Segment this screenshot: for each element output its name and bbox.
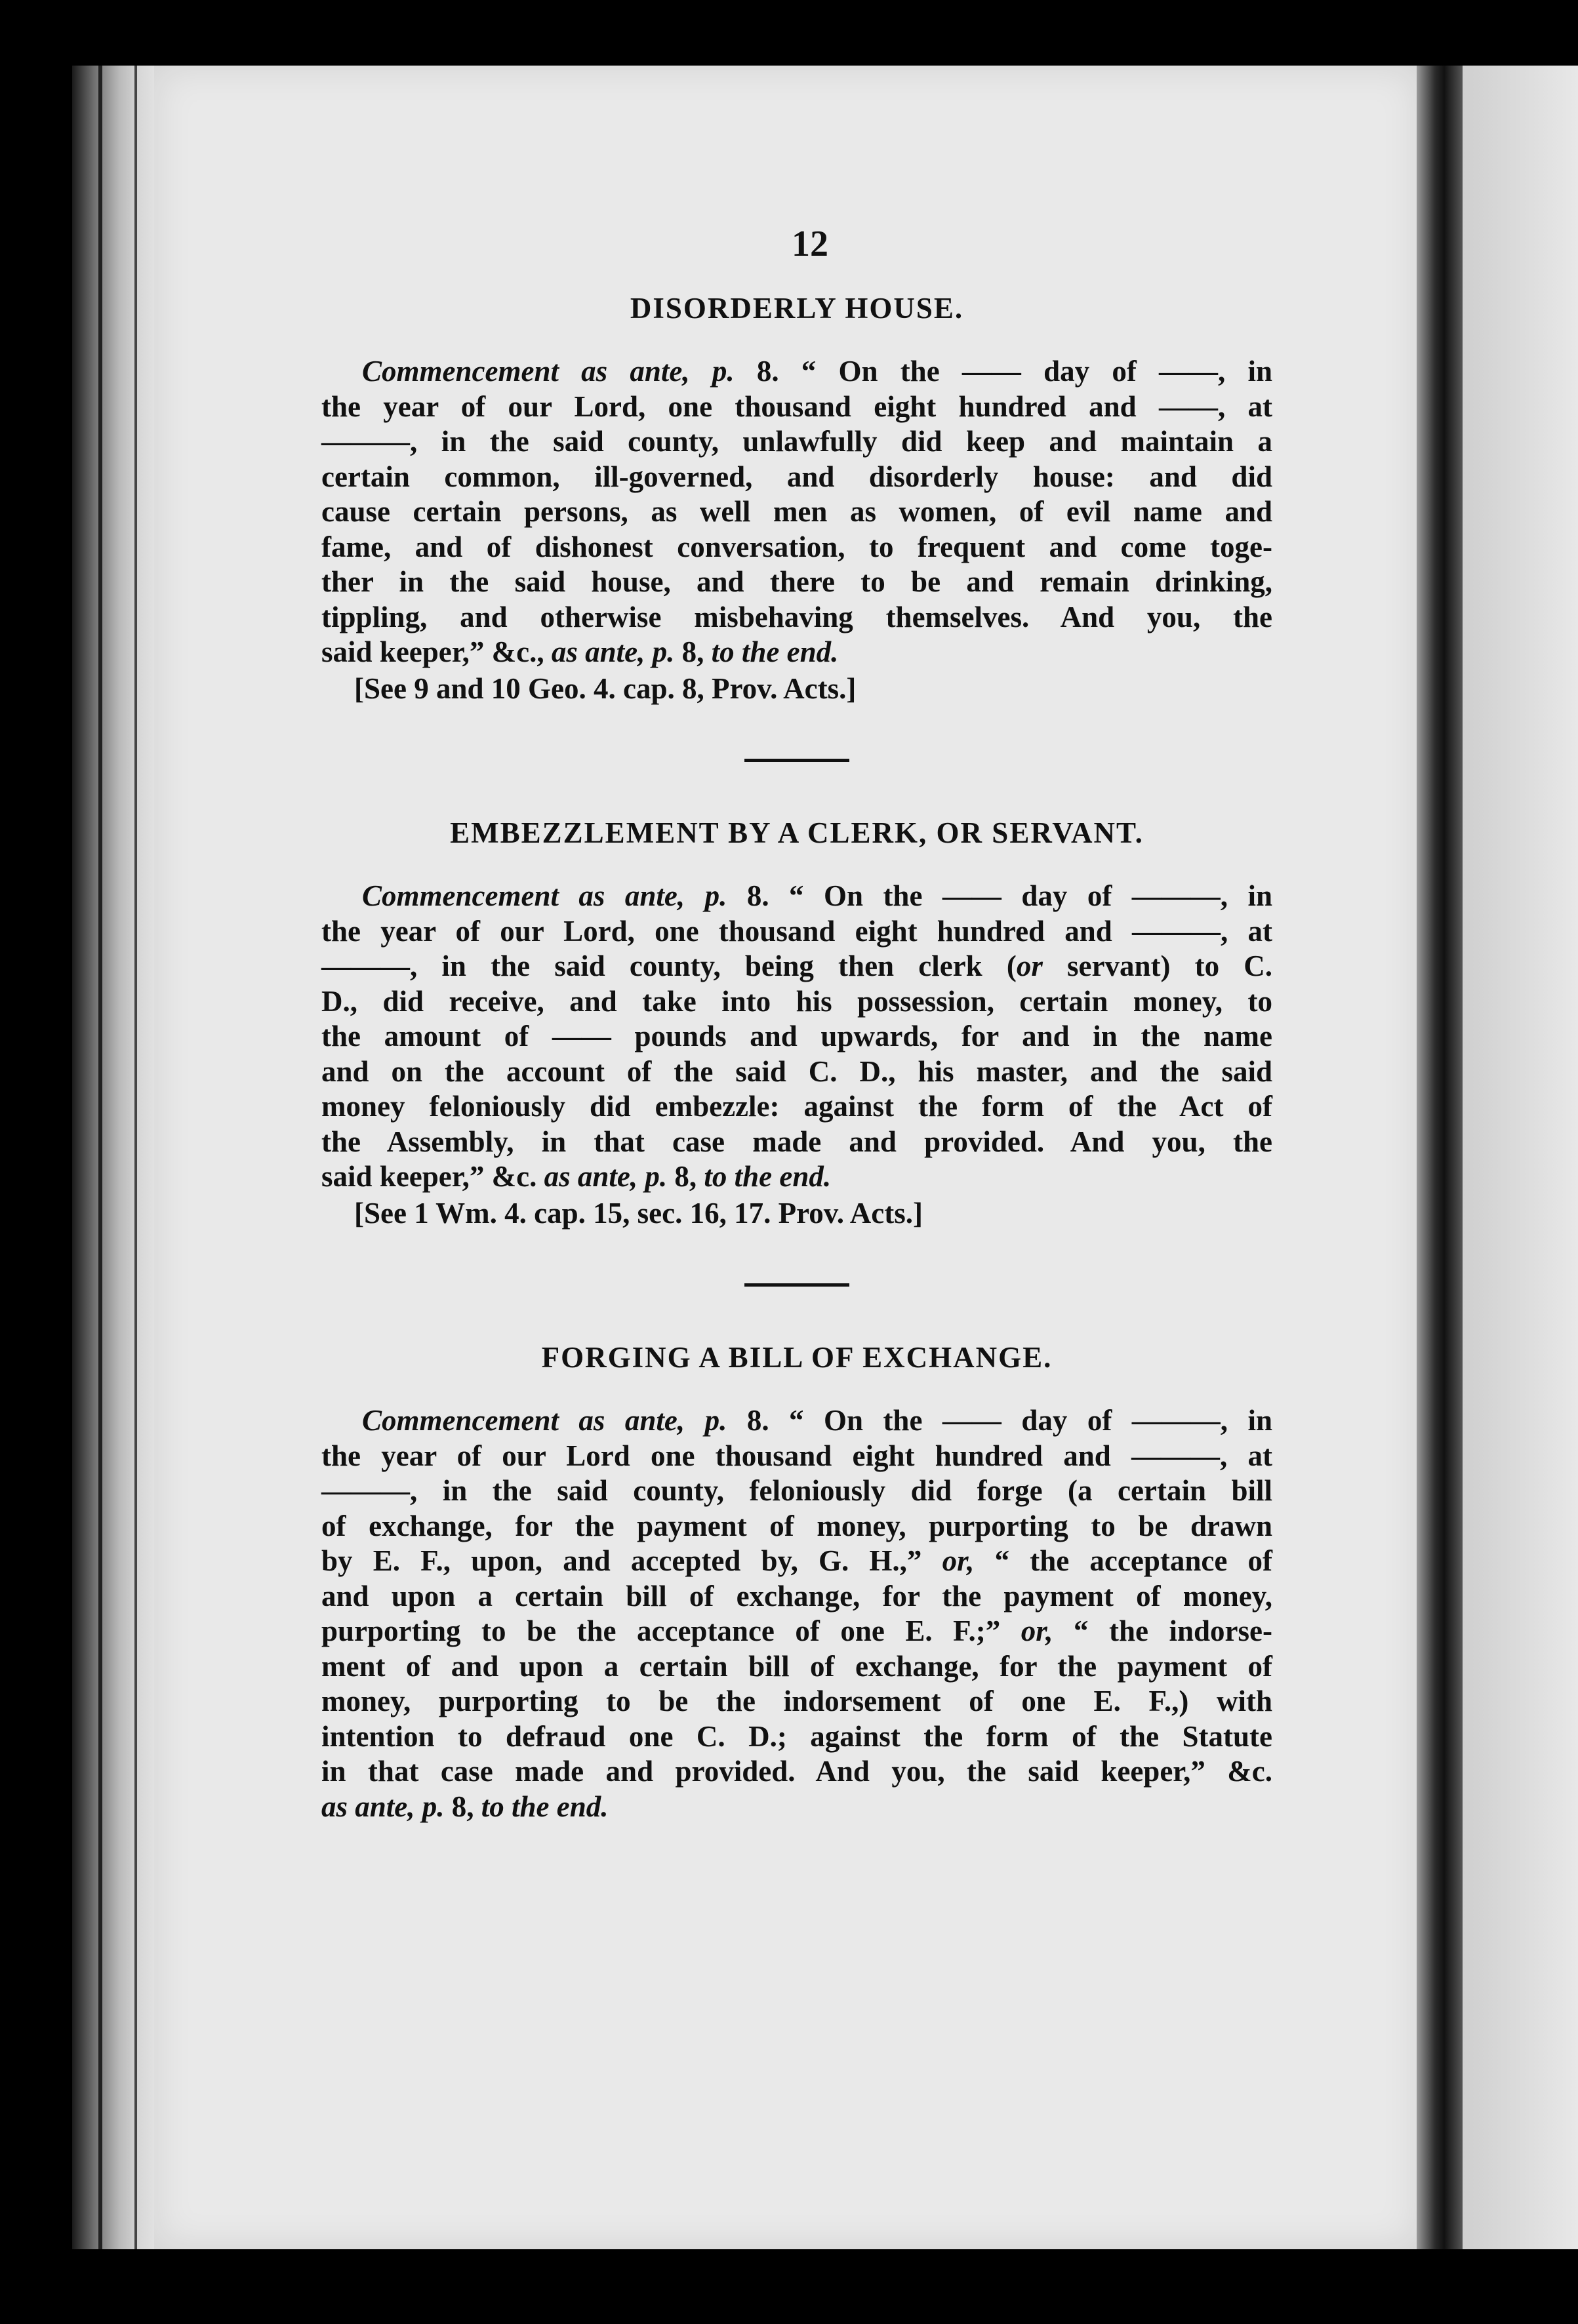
body-line: purporting to be the acceptance of one E. F.;” or, “ the indorse- [321,1614,1272,1647]
section-body-disorderly-house [321,354,1272,670]
body-line: said keeper,” &c. as ante, p. 8, to the end. [321,1160,832,1193]
body-line: cause certain persons, as well men as women, of evil name and [321,495,1272,528]
body-line: intention to defraud one C. D.; against the form of the Statute [321,1719,1272,1753]
body-line: Commencement as ante, p. 8. “ On the —— day of ——, in [362,355,1272,388]
next-page-edge [1463,66,1578,2249]
statute-reference: [See 1 Wm. 4. cap. 15, sec. 16, 17. Prov. Acts.] [354,1196,923,1230]
body-line: the year of our Lord, one thousand eight hundred and ——, at [321,390,1272,423]
body-line: of exchange, for the payment of money, purporting to be drawn [321,1509,1272,1542]
body-line: money feloniously did embezzle: against the form of the Act of [321,1090,1272,1123]
body-line: the amount of —— pounds and upwards, for and in the name [321,1020,1272,1052]
body-line: and upon a certain bill of exchange, for the payment of money, [321,1579,1272,1613]
body-line: ———, in the said county, feloniously did forge (a certain bill [321,1474,1272,1507]
body-line: D., did receive, and take into his possession, certain money, to [321,984,1272,1018]
body-line: the year of our Lord, one thousand eight hundred and ———, at [321,914,1272,948]
spine-edge-line [134,66,137,2249]
section-divider [744,759,849,762]
page-text [321,223,1272,1824]
body-line: fame, and of dishonest conversation, to frequent and come toge- [321,530,1272,563]
section-divider [744,1283,849,1287]
body-line: said keeper,” &c., as ante, p. 8, to the end. [321,635,839,668]
body-line: the Assembly, in that case made and provided. And you, the [321,1125,1272,1158]
body-line: money, purporting to be the indorsement of one E. F.,) with [321,1685,1272,1717]
body-line: certain common, ill-governed, and disorderly house: and did [321,460,1272,493]
body-line: ment of and upon a certain bill of exchange, for the payment of [321,1649,1272,1683]
body-line: tippling, and otherwise misbehaving themselves. And you, the [321,600,1272,633]
body-line: ther in the said house, and there to be and remain drinking, [321,565,1272,598]
book-spine [72,66,157,2249]
body-line: by E. F., upon, and accepted by, G. H.,” or, “ the acceptance of [321,1544,1272,1577]
body-line: and on the account of the said C. D., his master, and the said [321,1054,1272,1088]
section-body-embezzlement [321,879,1272,1195]
section-body-forging-bill [321,1403,1272,1824]
body-line: ———, in the said county, unlawfully did keep and maintain a [321,425,1272,458]
section-heading-embezzlement: EMBEZZLEMENT BY A CLERK, OR SERVANT. [450,816,1144,849]
body-line: Commencement as ante, p. 8. “ On the —— day of ———, in [362,879,1272,912]
body-line: ———, in the said county, being then clerk (or servant) to C. [321,950,1272,982]
body-line: as ante, p. 8, to the end. [321,1790,609,1823]
body-line: Commencement as ante, p. 8. “ On the —— day of ———, in [362,1404,1272,1437]
page-number: 12 [792,224,828,264]
page-gutter [1417,66,1463,2249]
body-line: in that case made and provided. And you, the said keeper,” &c. [321,1755,1272,1788]
statute-reference: [See 9 and 10 Geo. 4. cap. 8, Prov. Acts.] [354,671,857,705]
section-heading-disorderly-house: DISORDERLY HOUSE. [630,292,964,325]
body-line: the year of our Lord one thousand eight hundred and ———, at [321,1439,1272,1472]
spine-edge-line [98,66,102,2249]
section-heading-forging-bill: FORGING A BILL OF EXCHANGE. [541,1341,1053,1374]
